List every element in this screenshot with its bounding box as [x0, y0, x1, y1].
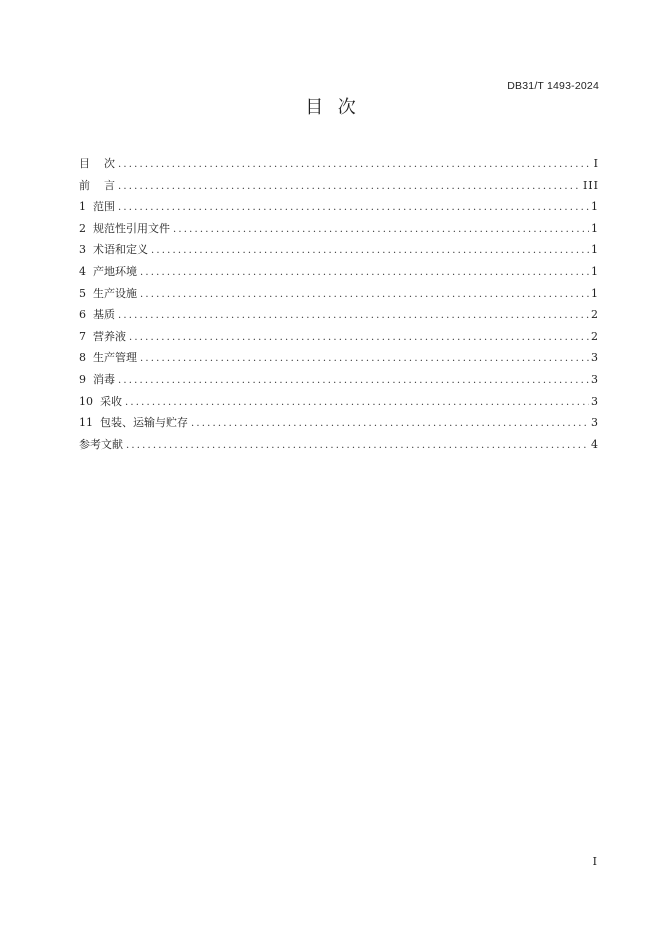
toc-leader-dots: [140, 287, 589, 303]
toc-entry-nutrient-solution[interactable]: [79, 329, 599, 351]
toc-entry-label: 2 规范性引用文件: [79, 221, 170, 235]
toc-entry-label: 目 次: [79, 157, 115, 170]
toc-entry-page: 1: [591, 200, 599, 214]
toc-leader-dots: [118, 179, 581, 195]
toc-entry-bibliography[interactable]: [79, 437, 599, 459]
page-number: I: [592, 855, 597, 868]
document-code: DB31/T 1493-2024: [507, 80, 599, 92]
toc-entry-label: 11 包装、运输与贮存: [79, 416, 188, 430]
toc-entry-packaging-transport-storage[interactable]: [79, 415, 599, 437]
toc-leader-dots: [140, 351, 589, 367]
toc-entry-scope[interactable]: [79, 199, 599, 221]
toc-entry-label: 1 范围: [79, 200, 115, 214]
toc-leader-dots: [118, 373, 589, 389]
toc-entry-page: 1: [591, 264, 599, 278]
toc-entry-page: 2: [591, 329, 599, 343]
toc-entry-terms-definitions[interactable]: [79, 242, 599, 264]
toc-entry-label: 9 消毒: [79, 372, 115, 386]
toc-entry-page: I: [593, 157, 599, 170]
toc-entry-page: III: [582, 178, 599, 192]
toc-leader-dots: [126, 438, 589, 454]
toc-entry-page: 3: [591, 351, 599, 365]
toc-entry-foreword[interactable]: [79, 178, 599, 200]
toc-entry-page: 4: [591, 437, 599, 451]
toc-leader-dots: [140, 265, 589, 281]
toc-leader-dots: [151, 243, 589, 259]
toc-entry-production-environment[interactable]: [79, 264, 599, 286]
toc-entry-page: 3: [591, 394, 599, 408]
toc-entry-page: 3: [591, 372, 599, 386]
table-of-contents: [79, 156, 599, 458]
toc-leader-dots: [129, 330, 589, 346]
toc-entry-label: 4 产地环境: [79, 264, 137, 278]
toc-leader-dots: [118, 200, 589, 216]
toc-entry-page: 1: [591, 286, 599, 300]
toc-entry-label: 8 生产管理: [79, 351, 137, 365]
toc-entry-label: 6 基质: [79, 308, 115, 322]
toc-entry-label: 参考文献: [79, 437, 123, 451]
toc-entry-page: 2: [591, 308, 599, 322]
toc-leader-dots: [173, 222, 589, 238]
toc-entry-production-facilities[interactable]: [79, 286, 599, 308]
toc-leader-dots: [191, 416, 589, 432]
toc-entry-production-management[interactable]: [79, 350, 599, 372]
toc-entry-substrate[interactable]: [79, 307, 599, 329]
toc-leader-dots: [125, 395, 589, 411]
toc-entry-label: 前 言: [79, 178, 115, 192]
toc-entry-page: 1: [591, 243, 599, 257]
toc-entry-label: 3 术语和定义: [79, 243, 148, 257]
page-title: 目 次: [305, 97, 357, 118]
toc-entry-disinfection[interactable]: [79, 372, 599, 394]
toc-entry-page: 3: [591, 416, 599, 430]
toc-entry-normative-references[interactable]: [79, 221, 599, 243]
toc-leader-dots: [118, 308, 589, 324]
toc-entry-contents[interactable]: [79, 156, 599, 178]
toc-entry-page: 1: [591, 221, 599, 235]
toc-entry-harvesting[interactable]: [79, 394, 599, 416]
toc-entry-label: 5 生产设施: [79, 286, 137, 300]
toc-entry-label: 7 营养液: [79, 329, 126, 343]
toc-leader-dots: [118, 157, 592, 173]
toc-entry-label: 10 采收: [79, 394, 122, 408]
